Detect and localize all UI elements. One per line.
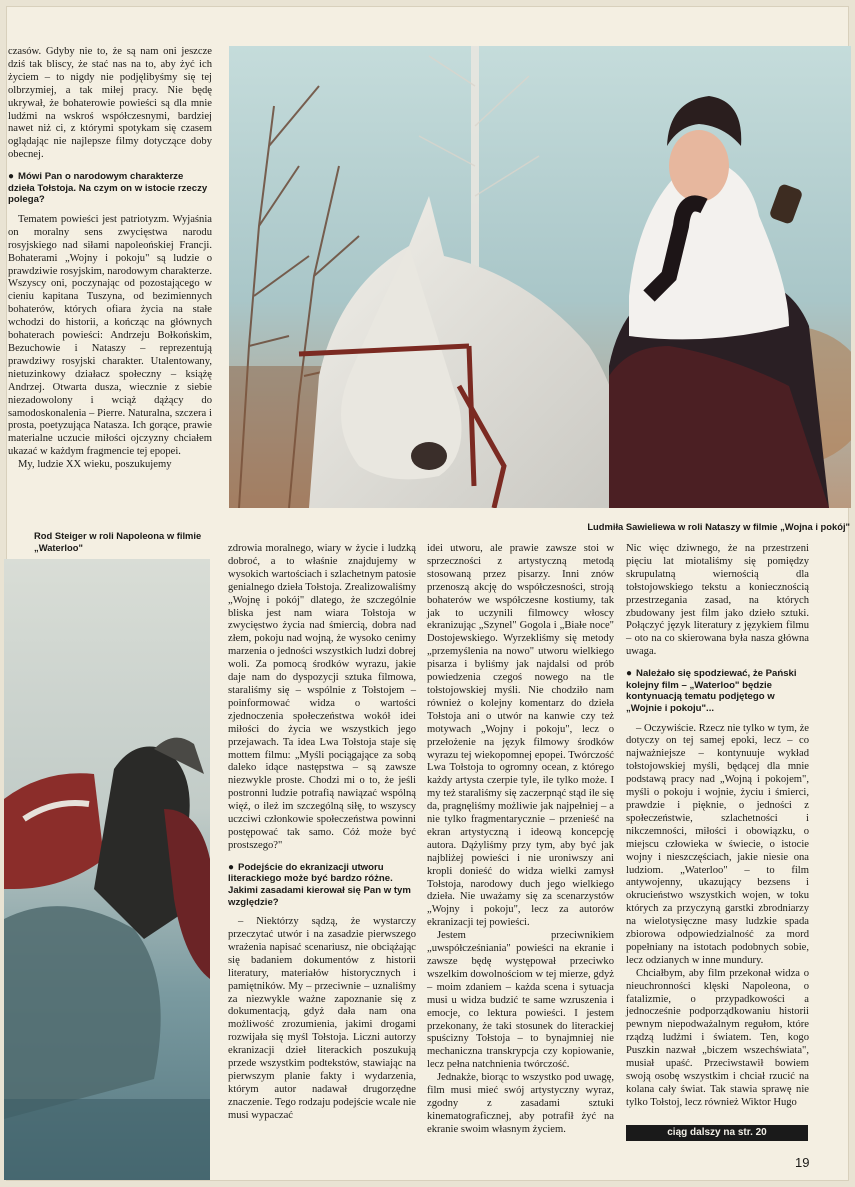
photo-illustration-2	[4, 559, 210, 1180]
photo-natasha-on-horse	[229, 46, 851, 508]
interview-question	[626, 668, 809, 714]
continued-on-page-banner: ciąg dalszy na str. 20	[626, 1125, 808, 1141]
page-number: 19	[795, 1155, 810, 1170]
bullet-icon: ●	[228, 861, 235, 873]
bullet-icon: ●	[8, 171, 15, 183]
interview-question	[8, 171, 212, 206]
photo-illustration	[229, 46, 851, 508]
paragraph: idei utworu, ale prawie zawsze stoi w sprzeczności z artystyczną metodą stosowaną przez pisarzy. Inni znów przenoszą akcję do współczesności, stroją bohaterów we współczesne kostiumy, tak jak to uczynili filmowcy włoscy ekranizując „Szynel" Gogola i „Białe noce" Dostojewskiego. Wyrzekliśmy się metody „przemyślenia na nowo" utworu wielkiego pisarza i byliśmy jak najdalsi od prób powiedzenia czegoś nowego na tle tołstojowskiej myśli. Nie chodziło nam również o kolejny komentarz do dzieła Tołstoja ani o utwór na kanwie czy też motywach „Wojny i pokoju", lecz o przełożenie na język filmowy środków wyrazu tej wiekopomnej epopei. Twórczość Lwa Tołstoja to ogromny ocean, z którego każdy artysta czerpie tyle, ile tylko może. I my też staraliśmy się zaczerpnąć stąd ile się da, pragnęliśmy możliwie jak najpełniej – a nie tylko fragmentarycznie – przenieść na ekran artystyczną i ideową koncepcję autora. Dążyliśmy przy tym, aby być jak najbliżej powieści i nie uroniwszy ani kropli donieść do widza wielki zamysł Tołstoja, narodowy duch jego wielkiego dzieła. Nie uważamy się za scenarzystów „Wojny i pokoju", lecz za autorów ekranizacji tej powieści.	[427, 543, 614, 929]
paragraph: Nic więc dziwnego, że na przestrzeni pięciu lat miotaliśmy się pomiędzy skrupulatną wiernością dla tołstojowskiego tekstu a koniecznością przestrzegania zasad, na których zbudowany jest film jako dzieło sztuki. Połączyć język literatury z językiem filmu – oto na co skierowana była nasza główna uwaga.	[626, 543, 809, 658]
paragraph: zdrowia moralnego, wiary w życie i ludzką dobroć, a to właśnie znajdujemy w wysokich wartościach i szlachetnym patosie genialnego dzieła Tołstoja. Zrealizowaliśmy „Wojnę i pokój" dlatego, że szczególnie bliska jest nam wiara Tołstoja w zwycięstwo życia nad śmiercią, dobra nad złem, pokoju nad wojną, że wysoko cenimy marzenia o jedności wszystkich ludzi dobrej woli. Za pomocą środków wyrazu, jakie daje nam do dyspozycji sztuka filmowa, staraliśmy się – wspólnie z Tołstojem – poinformować widza o wartości zjednoczenia społeczeństwa wokół idei miłości do życia we wszystkich jego przejawach. Ta idea Lwa Tołstoja staje się mottem filmu: „Myśli pociągające za sobą daleko idące następstwa – są zawsze niezwykle proste. Chodzi mi o to, że jeśli postronni ludzie potrafią nawiązać wspólną więź, o ileż im szczególną siłę, to wszyscy uczciwi członkowie społeczeństwa powinni postępować tak samo. Cóż może być prostszego?"	[228, 543, 416, 851]
paragraph: Chciałbym, aby film przekonał widza o nieuchronności klęski Napoleona, o fatalizmie, o przypadkowości a jednocześnie podporządkowaniu historii pewnym niepodważalnym regułom, które rządzą ludźmi i światem. Ten, kogo Puszkin nazwał „biczem wszechświata", musiał upaść. Przeciwstawił bowiem swoją osobę wszystkim i chciał rzucić na kolana cały świat. Tak stawia sprawę nie tylko Tołstoj, lecz również Wiktor Hugo	[626, 967, 809, 1108]
photo-caption-sawieliewa: Ludmiła Sawieliewa w roli Nataszy w filmie „Wojna i pokój"	[587, 521, 850, 532]
paragraph: – Oczywiście. Rzecz nie tylko w tym, że dotyczy on tej samej epoki, lecz – co najważniejsze – kontynuuje wykład tołstojowskiej myśli, będącej dla mnie podstawą pracy nad „Wojną i pokojem", myśli o pokoju i wojnie, życiu i śmierci, prawdzie i pięknie, o jedności z społeczeństwie, szlachetności i nikczemności, miłości i obowiązku, o miejscu człowieka w świecie, o istocie wojny i nieszczęściach, jakie niesie ona ludziom. „Waterloo" – to film antywojenny, ukazujący bezsens i okrucieństwo wszystkich wojen, w toku których za przyczyną garstki zbrodniarzy na wielotysięczne masy ludzkie spada zbiorowa odpowiedzialność za mord popełniany na istotach podobnych sobie, lecz odzianych w inne mundury.	[626, 722, 809, 966]
text-column-4	[626, 543, 809, 1110]
question-text: Należało się spodziewać, że Pański kolejny film – „Waterloo" będzie kontynuacją tematu podjętego w „Wojnie i pokoju"...	[626, 668, 797, 714]
bullet-icon: ●	[626, 668, 633, 680]
question-text: Mówi Pan o narodowym charakterze dzieła Tołstoja. Na czym on w istocie rzeczy polega?	[8, 171, 208, 206]
paragraph: My, ludzie XX wieku, poszukujemy	[18, 459, 172, 471]
paragraph: Jestem przeciwnikiem „uwspółcześniania" powieści na ekranie i zawsze będę występował przeciwko wszelkim dowolnościom w tej mierze, gdyż – moim zdaniem – każda scena i sytuacja musi u widza budzić te same wzruszenia i emocje, co lektura powieści. I jestem przekonany, że taki stosunek do literackiej spuścizny Tołstoja – to bynajmniej nie mechaniczna transkrypcja czy kopiowanie, lecz pełna natchnienia twórczość.	[427, 930, 614, 1071]
photo-napoleon	[4, 559, 210, 1180]
paragraph: – Niektórzy sądzą, że wystarczy przeczytać utwór i na zasadzie pierwszego wrażenia napisać scenariusz, nie obciążając się badaniem dokumentów z historii literatury, materiałów historycznych i pamiętników. My – przeciwnie – uznaliśmy za niezwykle ważne zapoznanie się z dokumentacją, gdyż dała nam ona możliwość zrozumienia, jakimi drogami rozwijała się myśl Tołstoja. Liczni autorzy ekranizacji dzieł literackich poszukują przede wszystkim podtekstów, stawiając na pierwszym planie fakty i wydarzenia, którym autor nadawał drugorzędne znaczenie. Tego rodzaju podejście wcale nie musi wypaczać	[228, 916, 416, 1121]
question-text: Podejście do ekranizacji utworu literackiego może być bardzo różne. Jakimi zasadami kierował się Pan w tym względzie?	[228, 861, 411, 908]
text-column-3	[427, 543, 614, 1137]
photo-caption-steiger: Rod Steiger w roli Napoleona w filmie „Waterloo"	[34, 530, 202, 553]
paragraph: Jednakże, biorąc to wszystko pod uwagę, film musi mieć swój artystyczny wyraz, zgodny z zasadami sztuki kinematograficznej, aby potrafił żyć na ekranie swoim własnym życiem.	[427, 1072, 614, 1135]
paragraph: Tematem powieści jest patriotyzm. Wyjaśnia on moralny sens zwycięstwa narodu rosyjskiego nad siłami napoleońskiej Francji. Bohaterami „Wojny i pokoju" są ludzie o prawdziwie rosyjskim, narodowym charakterze. Wszyscy oni, poczynając od pozostającego w cieniu kapitana Tuszyna, od bezimiennych bohaterów, których ofiara życia na stałe wchodzi do historii, a kończąc na głównych bohaterach powieści: Andrzeju Bołkońskim, Bezuchowie i Nataszy – reprezentują prawdziwy rosyjski charakter. Utalentowany, nietuzinkowy działacz społeczny – książę Andrzej. Otwarta dusza, wiecznie z siebie niezadowolony i wciąż dążący do samodoskonalenia – Pierre. Naturalna, szczera i prosta, poetyzująca Natasza. Ich gorące, prawie materialne uczucie miłości ojczyzny chciałem ukazać w każdym fragmencie tej epopei.	[8, 213, 212, 458]
text-column-2	[228, 543, 416, 1123]
interview-question	[228, 862, 416, 908]
paragraph: czasów. Gdyby nie to, że są nam oni jeszcze dziś tak bliscy, że stać nas na to, aby żyć ich życiem – to nigdy nie podjęlibyśmy się tej olbrzymiej, a tak miłej pracy. Nie będę ukrywał, że bohaterowie powieści są dla mnie ludźmi na wskroś współczesnymi, bardziej nawet niż ci, z którymi spotykam się czasem oglądając nie najlepsze filmy dotyczące doby obecnej.	[8, 46, 212, 161]
text-column-1	[8, 46, 212, 472]
